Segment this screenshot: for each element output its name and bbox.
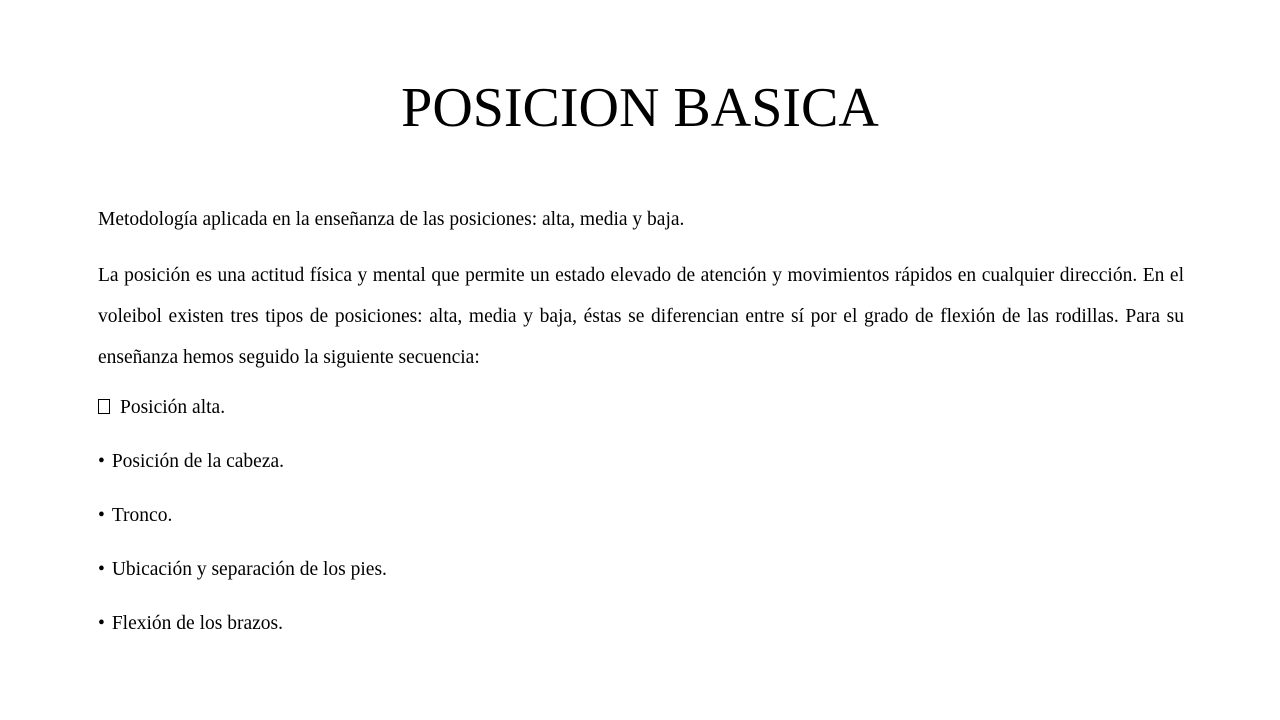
bullet-item bbox=[98, 608, 1184, 640]
bullet-item bbox=[98, 554, 1184, 586]
bullet-item-label: Tronco. bbox=[111, 505, 173, 526]
bullet-item-label: Ubicación y separación de los pies. bbox=[111, 559, 387, 580]
slide-content bbox=[98, 204, 1184, 640]
bullet-icon: • bbox=[98, 559, 105, 580]
bullet-icon: • bbox=[98, 613, 105, 634]
bullet-icon: • bbox=[98, 451, 105, 472]
bullet-item-label: Posición de la cabeza. bbox=[111, 451, 285, 472]
slide-title: POSICION BASICA bbox=[401, 77, 879, 139]
body-paragraph: La posición es una actitud física y mental que permite un estado elevado de atención y movimientos rápidos en cualquier dirección. En el voleibol existen tres tipos de posiciones: alta, media y baja, éstas se diferencian entre sí por el grado de flexión de las rodillas. Para su enseñanza hemos seguido la siguiente secuencia: bbox=[98, 265, 1184, 368]
section-item-label: Posición alta. bbox=[120, 397, 226, 418]
bullet-item bbox=[98, 446, 1184, 478]
bullet-item-label: Flexión de los brazos. bbox=[111, 613, 283, 634]
bullet-item bbox=[98, 500, 1184, 532]
bullet-icon: • bbox=[98, 505, 105, 526]
section-item bbox=[98, 392, 1184, 424]
intro-paragraph: Metodología aplicada en la enseñanza de las posiciones: alta, media y baja. bbox=[98, 209, 685, 230]
missing-glyph-box-icon bbox=[98, 399, 110, 414]
